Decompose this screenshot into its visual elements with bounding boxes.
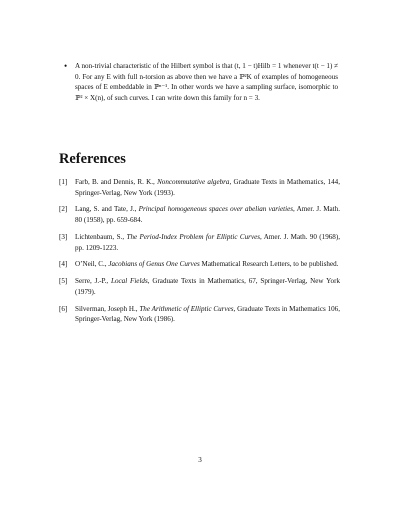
reference-authors: Lichtenbaum, S., [75,232,127,241]
reference-item [59,259,340,270]
reference-number: [6] [59,304,68,313]
reference-item [59,177,340,198]
reference-list [59,177,340,331]
reference-details: , Graduate Texts in Mathematics, 144, Springer-Verlag, New York (1993). [75,178,340,197]
reference-item [59,304,340,325]
reference-number: [3] [59,232,68,241]
reference-title: The Period-Index Problem for Elliptic Curves [126,232,260,241]
bullet-paragraph [64,61,338,103]
reference-authors: O’Neil, C., [75,260,109,269]
bullet-line: whenever t(t − 1) ≠ 0. For any E with full n-torsion as above then we have [75,62,338,81]
reference-item [59,276,340,297]
reference-item [59,204,340,225]
reference-authors: Silverman, Joseph H., [75,304,140,313]
bullet-icon: • [64,61,68,71]
reference-item [59,232,340,253]
reference-number: [1] [59,178,68,186]
reference-details: , Graduate Texts in Mathematics, 67, Springer-Verlag, New York (1979). [75,277,340,296]
reference-title: The Arithmetic of Elliptic Curves [139,304,234,313]
reference-text [75,259,338,270]
references-heading: References [59,151,126,167]
reference-title: Jacobians of Genus One Curves [108,260,200,269]
bullet-line: words we have a sampling surface, isomorphic to ℙ² × X(n), of such curves. I [75,83,339,102]
reference-text [75,276,340,297]
reference-title: Principal homogeneous spaces over abelian varieties [138,205,293,214]
reference-authors: Farb, B. and Dennis, R. K., [75,178,158,186]
page-number: 3 [198,456,202,464]
reference-title: Local Fields [111,277,148,286]
reference-authors: Serre, J.-P., [75,277,111,286]
reference-details: , Graduate Texts in Mathematics 106, Springer-Verlag, New York (1986). [75,304,340,324]
reference-title: Noncommutative algebra [157,178,230,186]
bullet-text [75,61,338,103]
reference-number: [4] [59,260,68,269]
reference-details: , Amer. J. Math. 80 (1958), pp. 659-684. [75,205,340,225]
reference-text [75,177,340,198]
bullet-line: a ℙ²K of examples of homogeneous spaces of E embeddable in ℙⁿ⁻¹. In other [75,72,338,92]
reference-number: [5] [59,277,68,286]
bullet-line: A non-trivial characteristic of the Hilbert symbol is that (t, 1 − t)Hilb = 1 [75,62,284,70]
reference-details: Mathematical Research Letters, to be published. [199,260,339,269]
reference-details: , Amer. J. Math. 90 (1968), pp. 1209-1223. [75,232,340,252]
reference-text [75,204,340,225]
reference-text [75,304,340,325]
reference-authors: Lang, S. and Tate, J., [75,205,139,214]
bullet-line: can write down this family for n = 3. [155,93,260,102]
reference-text [75,232,340,253]
reference-number: [2] [59,205,68,214]
